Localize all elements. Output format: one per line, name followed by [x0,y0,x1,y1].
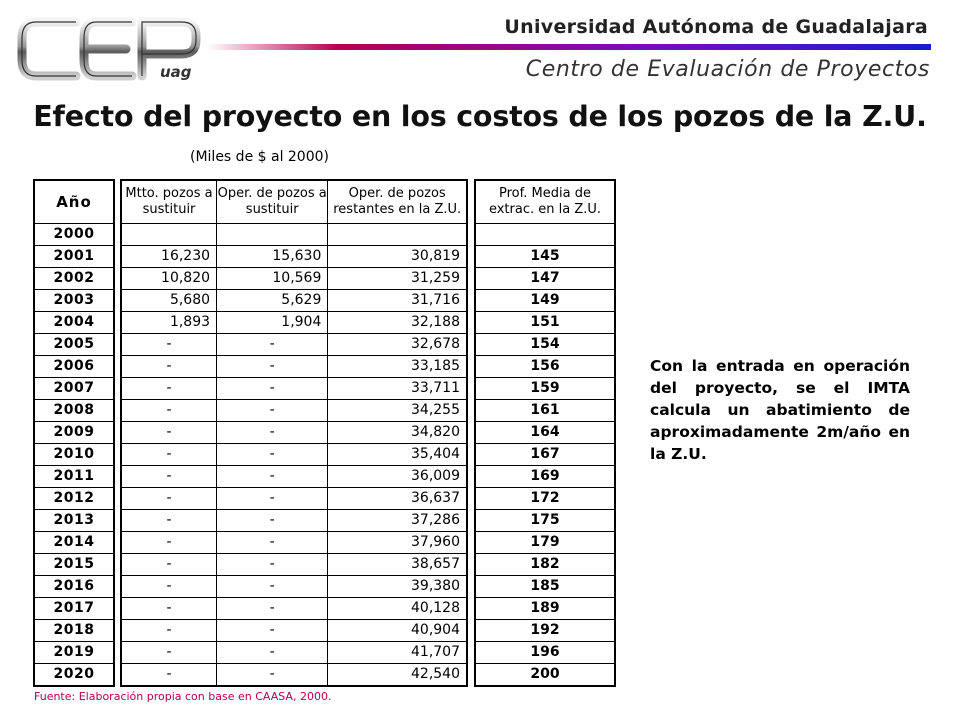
table-row [34,642,114,664]
year-cell: 2003 [34,290,114,312]
restantes-cell: 35,404 [328,444,467,466]
table-row [34,246,114,268]
table-row [121,246,467,268]
table-row [121,488,467,510]
oper-cell: - [217,598,328,620]
mtto-cell: - [121,620,217,642]
restantes-cell: 31,716 [328,290,467,312]
oper-cell: 5,629 [217,290,328,312]
restantes-cell: 40,904 [328,620,467,642]
mtto-cell: - [121,532,217,554]
year-cell: 2019 [34,642,114,664]
source-note: Fuente: Elaboración propia con base en CAASA, 2000. [34,690,332,703]
header-oper-pozos-restantes: Oper. de pozos restantes en la Z.U. [328,180,467,224]
table-row [475,422,615,444]
table-row [121,400,467,422]
oper-cell: - [217,400,328,422]
table-row [121,312,467,334]
restantes-cell: 33,185 [328,356,467,378]
year-cell: 2014 [34,532,114,554]
year-cell: 2016 [34,576,114,598]
table-row [34,532,114,554]
prof-cell: 189 [475,598,615,620]
table-row [34,268,114,290]
year-cell: 2008 [34,400,114,422]
table-row [34,444,114,466]
prof-cell: 192 [475,620,615,642]
table-row [121,598,467,620]
prof-cell: 145 [475,246,615,268]
table-row [475,466,615,488]
prof-cell: 200 [475,664,615,687]
mtto-cell: - [121,466,217,488]
table-row [475,444,615,466]
year-cell: 2013 [34,510,114,532]
oper-cell: - [217,664,328,687]
table-row [121,532,467,554]
table-row [475,554,615,576]
header-prof-media: Prof. Media de extrac. en la Z.U. [475,180,615,224]
year-cell: 2005 [34,334,114,356]
oper-cell: - [217,334,328,356]
mtto-cell: - [121,598,217,620]
center-name: Centro de Evaluación de Proyectos [525,57,930,82]
prof-cell: 179 [475,532,615,554]
mtto-cell: 10,820 [121,268,217,290]
table-row [34,224,114,246]
prof-cell: 151 [475,312,615,334]
university-name: Universidad Autónoma de Guadalajara [504,16,928,38]
mtto-cell: - [121,510,217,532]
table-row [34,356,114,378]
prof-cell: 164 [475,422,615,444]
table-row [34,620,114,642]
header-gradient-bar [207,44,931,50]
prof-cell: 182 [475,554,615,576]
table-row [34,510,114,532]
table-row [34,334,114,356]
mtto-cell: - [121,356,217,378]
header-oper-pozos-sustituir: Oper. de pozos a sustituir [217,180,328,224]
mtto-cell: - [121,444,217,466]
mtto-cell: - [121,642,217,664]
table-row [34,554,114,576]
table-row [34,598,114,620]
mtto-cell [121,224,217,246]
prof-cell: 154 [475,334,615,356]
depth-table [474,179,616,687]
restantes-cell: 41,707 [328,642,467,664]
mtto-cell: - [121,488,217,510]
table-row [475,378,615,400]
year-cell: 2012 [34,488,114,510]
prof-cell: 172 [475,488,615,510]
svg-text:uag: uag [160,63,192,81]
table-row [121,664,467,687]
restantes-cell: 31,259 [328,268,467,290]
year-cell: 2020 [34,664,114,687]
mtto-cell: - [121,334,217,356]
mtto-cell: - [121,378,217,400]
mtto-cell: 5,680 [121,290,217,312]
table-row [475,576,615,598]
table-row [475,334,615,356]
table-row [475,312,615,334]
table-row [121,290,467,312]
year-header: Año [34,180,114,224]
table-row [121,444,467,466]
side-note: Con la entrada en operación del proyecto, se el IMTA calcula un abatimiento de aproximadamente 2m/año en la Z.U. [650,357,910,463]
oper-cell: - [217,422,328,444]
restantes-cell: 30,819 [328,246,467,268]
year-cell: 2006 [34,356,114,378]
year-cell: 2007 [34,378,114,400]
header-mtto-pozos: Mtto. pozos a sustituir [121,180,217,224]
restantes-cell: 36,637 [328,488,467,510]
table-row [121,554,467,576]
table-row [34,312,114,334]
table-row [475,664,615,687]
oper-cell: - [217,488,328,510]
oper-cell: - [217,620,328,642]
oper-cell: - [217,444,328,466]
year-cell: 2011 [34,466,114,488]
year-table [33,179,115,687]
mtto-cell: - [121,554,217,576]
table-row [34,664,114,687]
prof-cell: 169 [475,466,615,488]
table-row [121,356,467,378]
table-row [475,598,615,620]
table-row [121,422,467,444]
restantes-cell: 37,960 [328,532,467,554]
restantes-cell: 32,188 [328,312,467,334]
cost-table [120,179,468,687]
year-cell: 2004 [34,312,114,334]
prof-cell: 147 [475,268,615,290]
table-row [475,290,615,312]
table-row [34,576,114,598]
year-cell: 2018 [34,620,114,642]
oper-cell: - [217,466,328,488]
table-row [475,400,615,422]
restantes-cell: 42,540 [328,664,467,687]
year-cell: 2001 [34,246,114,268]
oper-cell: - [217,510,328,532]
table-row [121,620,467,642]
prof-cell: 159 [475,378,615,400]
table-row [475,532,615,554]
table-row [121,510,467,532]
table-row [475,488,615,510]
restantes-cell: 36,009 [328,466,467,488]
mtto-cell: - [121,422,217,444]
oper-cell: - [217,378,328,400]
oper-cell: 1,904 [217,312,328,334]
table-row [121,378,467,400]
table-row [475,642,615,664]
restantes-cell: 34,255 [328,400,467,422]
table-row [34,422,114,444]
oper-cell: - [217,576,328,598]
year-cell: 2002 [34,268,114,290]
table-row [475,510,615,532]
mtto-cell: - [121,664,217,687]
table-row [34,488,114,510]
restantes-cell: 39,380 [328,576,467,598]
prof-cell: 149 [475,290,615,312]
table-row [121,224,467,246]
year-cell: 2009 [34,422,114,444]
restantes-cell: 38,657 [328,554,467,576]
table-row [121,268,467,290]
oper-cell: 10,569 [217,268,328,290]
table-row [34,466,114,488]
table-row [475,268,615,290]
oper-cell: - [217,554,328,576]
mtto-cell: - [121,400,217,422]
oper-cell: - [217,532,328,554]
oper-cell: - [217,356,328,378]
prof-cell: 185 [475,576,615,598]
oper-cell: - [217,642,328,664]
restantes-cell: 32,678 [328,334,467,356]
cep-uag-logo [14,10,214,88]
restantes-cell: 34,820 [328,422,467,444]
prof-cell: 167 [475,444,615,466]
table-row [121,642,467,664]
year-cell: 2010 [34,444,114,466]
table-row [34,400,114,422]
table-row [34,290,114,312]
oper-cell: 15,630 [217,246,328,268]
mtto-cell: 1,893 [121,312,217,334]
year-cell: 2017 [34,598,114,620]
prof-cell: 196 [475,642,615,664]
prof-cell [475,224,615,246]
table-row [121,576,467,598]
table-row [475,246,615,268]
table-row [121,466,467,488]
prof-cell: 161 [475,400,615,422]
table-row [475,224,615,246]
mtto-cell: 16,230 [121,246,217,268]
mtto-cell: - [121,576,217,598]
table-row [475,356,615,378]
year-cell: 2015 [34,554,114,576]
table-row [121,334,467,356]
table-row [475,620,615,642]
table-row [34,378,114,400]
restantes-cell: 37,286 [328,510,467,532]
restantes-cell: 40,128 [328,598,467,620]
units-label: (Miles de $ al 2000) [190,149,329,165]
oper-cell [217,224,328,246]
prof-cell: 175 [475,510,615,532]
restantes-cell: 33,711 [328,378,467,400]
year-cell: 2000 [34,224,114,246]
prof-cell: 156 [475,356,615,378]
slide-title: Efecto del proyecto en los costos de los pozos de la Z.U. [33,100,927,133]
restantes-cell [328,224,467,246]
